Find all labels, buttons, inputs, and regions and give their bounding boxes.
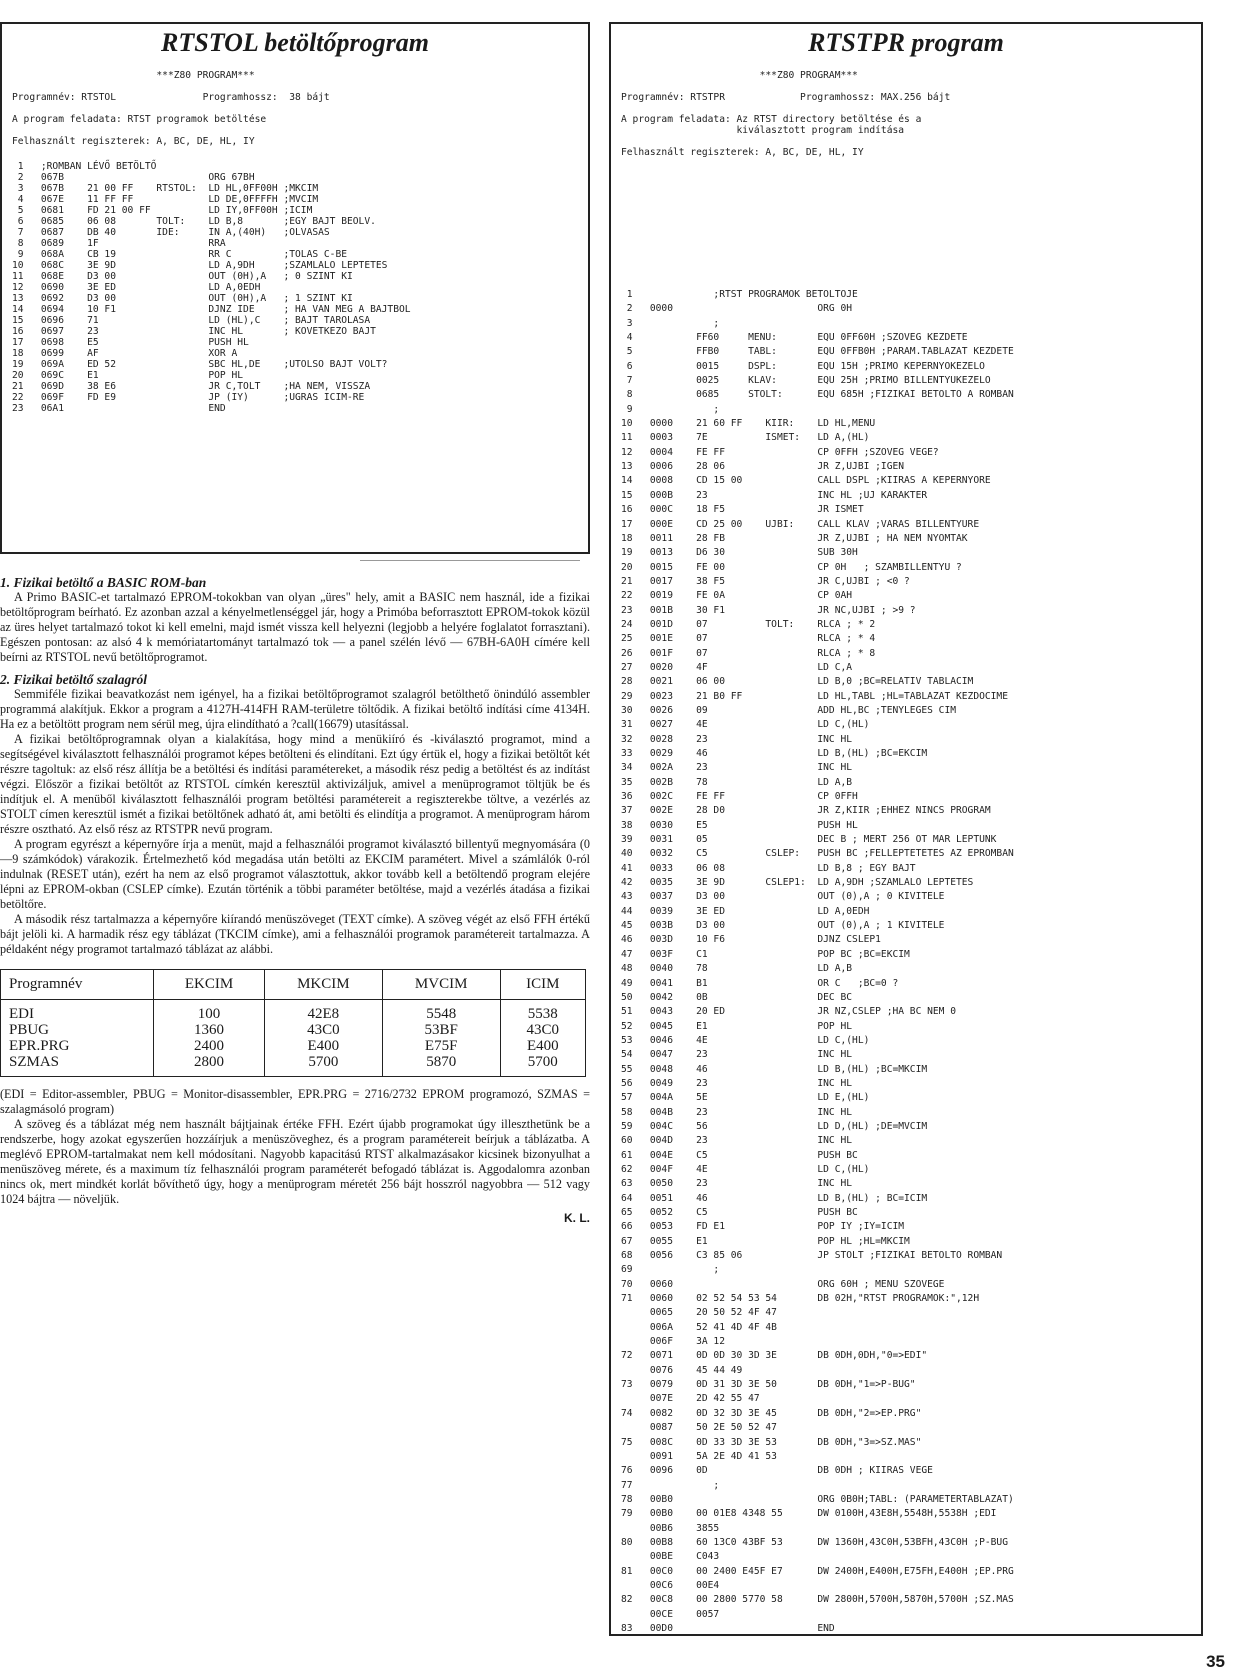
table-row (1, 1054, 586, 1077)
section-1-paragraph: A Primo BASIC-et tartalmazó EPROM-tokokban van olyan „üres" hely, amit a BASIC nem használ, ide a fizikai betöltőprogram beírható. Ez azonban azzal a kényelmetlenséggel jár, hogy a Primóba beforrasztott EPROM-tokok közül az üres helyet tartalmazó tokot ki kell emelni, majd ismét vissza kell helyezni (legjobb a helyére foglalatot forrasztani). Egészen pontosan: az alsó 4 k memóriatartományt tartalmazó tok — a panel szélén lévő — 67BH-6A0H címére kell beírni az RTSTOL nevű betöltőprogramot. (0, 590, 590, 664)
code-line: 6 0015 DSPL: EQU 15H ;PRIMO KEPERNYOKEZELO (621, 360, 985, 372)
code-line: 45 003B D3 00 OUT (0),A ; 1 KIVITELE (621, 920, 945, 932)
table-header: EKCIM (154, 970, 265, 1000)
code-line: 49 0041 B1 OR C ;BC=0 ? (621, 977, 899, 989)
code-line: 19 069A ED 52 SBC HL,DE ;UTOLSO BAJT VOLT? (12, 359, 388, 370)
code-line: 51 0043 20 ED JR NZ,CSLEP ;HA BC NEM 0 (621, 1006, 957, 1018)
header-line (621, 103, 1191, 114)
code-line: 0076 45 44 49 (621, 1364, 743, 1376)
table-cell: 53BF (382, 1022, 500, 1038)
code-line: 64 0051 46 LD B,(HL) ; BC=ICIM (621, 1192, 928, 1204)
code-line: 31 0027 4E LD C,(HL) (621, 719, 870, 731)
code-line: 32 0028 23 INC HL (621, 733, 853, 745)
code-line: 006A 52 41 4D 4F 4B (621, 1321, 777, 1333)
header-line: Programnév: RTSTOL Programhossz: 38 bájt (12, 92, 330, 103)
code-line: 25 001E 07 RLCA ; * 4 (621, 633, 876, 645)
rtstol-code (12, 161, 578, 414)
code-line: 3 067B 21 00 FF RTSTOL: LD HL,0FF00H ;MKCIM (12, 183, 319, 194)
table-cell: EPR.PRG (9, 1038, 70, 1054)
code-line: 55 0048 46 LD B,(HL) ;BC=MKCIM (621, 1063, 928, 1075)
table-header: ICIM (500, 970, 585, 1000)
code-line: 47 003F C1 POP BC ;BC=EKCIM (621, 948, 910, 960)
code-line: 79 00B0 00 01E8 4348 55 DW 0100H,43E8H,5548H,5538H ;EDI (621, 1508, 997, 1520)
code-line: 00B6 3855 (621, 1522, 720, 1534)
header-line: ***Z80 PROGRAM*** (621, 70, 858, 81)
code-line: 8 0689 1F RRA (12, 238, 226, 249)
code-line: 7 0025 KLAV: EQU 25H ;PRIMO BILLENTYUKEZELO (621, 375, 991, 387)
code-line: 4 FF60 MENU: EQU 0FF60H ;SZOVEG KEZDETE (621, 332, 968, 344)
table-cell: E400 (500, 1038, 585, 1054)
code-line: 35 002B 78 LD A,B (621, 776, 853, 788)
table-cell: 43C0 (264, 1022, 382, 1038)
code-line: 77 ; (621, 1479, 720, 1491)
code-line: 76 0096 0D DB 0DH ; KIIRAS VEGE (621, 1465, 933, 1477)
code-line: 11 068E D3 00 OUT (0H),A ; 0 SZINT KI (12, 271, 353, 282)
header-line (12, 103, 578, 114)
code-line: 1 ;ROMBAN LÉVŐ BETÖLTŐ (12, 161, 157, 172)
code-line: 9 ; (621, 403, 720, 415)
code-line: 69 ; (621, 1264, 720, 1276)
table-cell: 5548 (382, 1000, 500, 1023)
table-cell: 2400 (154, 1038, 265, 1054)
section-2-paragraph-4: A második rész tartalmazza a képernyőre kiírandó menüszöveget (TEXT címke). A szöveg végét az első FFH értékű bájt jelöli ki. A harmadik rész egy táblázat (TKCIM címke), ami a felhasználói programok paramétereit tartalmazza. A példaként négy programot tartalmazó táblázat az alábbi. (0, 912, 590, 956)
code-line: 68 0056 C3 85 06 JP STOLT ;FIZIKAI BETOLTO ROMBAN (621, 1250, 1003, 1262)
code-line: 7 0687 DB 40 IDE: IN A,(40H) ;OLVASAS (12, 227, 330, 238)
table-header-row (1, 970, 586, 1000)
table-header: MKCIM (264, 970, 382, 1000)
code-line: 46 003D 10 F6 DJNZ CSLEP1 (621, 934, 881, 946)
table-cell: SZMAS (9, 1054, 60, 1070)
rtstpr-header (621, 70, 1191, 158)
code-line: 27 0020 4F LD C,A (621, 661, 853, 673)
code-line: 60 004D 23 INC HL (621, 1135, 853, 1147)
code-line: 71 0060 02 52 54 53 54 DB 02H,"RTST PROGRAMOK:",12H (621, 1293, 980, 1305)
separator-rule (360, 560, 580, 561)
code-line: 80 00B8 60 13C0 43BF 53 DW 1360H,43C0H,53BFH,43C0H ;P-BUG (621, 1536, 1008, 1548)
code-line: 11 0003 7E ISMET: LD A,(HL) (621, 432, 870, 444)
table-cell: 5538 (500, 1000, 585, 1023)
program-table (0, 969, 586, 1077)
code-line: 65 0052 C5 PUSH BC (621, 1207, 858, 1218)
header-line: kiválasztott program indítása (621, 125, 905, 136)
code-line: 16 0697 23 INC HL ; KOVETKEZO BAJT (12, 326, 376, 337)
code-line: 54 0047 23 INC HL (621, 1049, 853, 1061)
code-line: 57 004A 5E LD E,(HL) (621, 1092, 870, 1104)
code-line: 21 0017 38 F5 JR C,UJBI ; <0 ? (621, 575, 910, 587)
code-line: 10 068C 3E 9D LD A,9DH ;SZAMLALO LEPTETES (12, 260, 388, 271)
code-line: 70 0060 ORG 60H ; MENU SZOVEGE (621, 1278, 945, 1290)
code-line: 0065 20 50 52 4F 47 (621, 1307, 777, 1319)
code-line: 0091 5A 2E 4D 41 53 (621, 1450, 777, 1462)
header-line (12, 125, 578, 136)
table-row (1, 1000, 586, 1023)
code-line: 16 000C 18 F5 JR ISMET (621, 504, 864, 516)
code-line: 53 0046 4E LD C,(HL) (621, 1034, 870, 1046)
table-cell: 100 (154, 1000, 265, 1023)
code-line: 20 069C E1 POP HL (12, 370, 244, 381)
code-line: 67 0055 E1 POP HL ;HL=MKCIM (621, 1235, 910, 1247)
rtstpr-code (621, 288, 1191, 1636)
code-line: 00CE 0057 (621, 1608, 720, 1620)
header-line (621, 136, 1191, 147)
code-line: 48 0040 78 LD A,B (621, 963, 853, 975)
code-line: 56 0049 23 INC HL (621, 1077, 853, 1089)
code-line: 26 001F 07 RLCA ; * 8 (621, 647, 876, 659)
code-line: 21 069D 38 E6 JR C,TOLT ;HA NEM, VISSZA (12, 381, 371, 392)
page-number: 35 (1206, 1652, 1225, 1671)
code-line: 75 008C 0D 33 3D 3E 53 DB 0DH,"3=>SZ.MAS" (621, 1436, 922, 1448)
code-line: 5 FFB0 TABL: EQU 0FFB0H ;PARAM.TABLAZAT KEZDETE (621, 346, 1014, 358)
code-line: 28 0021 06 00 LD B,0 ;BC=RELATIV TABLACIM (621, 676, 974, 688)
code-line: 0087 50 2E 50 52 47 (621, 1422, 777, 1434)
code-line: 14 0694 10 F1 DJNZ IDE ; HA VAN MEG A BAJTBOL (12, 304, 411, 315)
code-line: 38 0030 E5 PUSH HL (621, 819, 858, 831)
section-1-title: 1. Fizikai betöltő a BASIC ROM-ban (0, 575, 207, 590)
table-cell: EDI (9, 1006, 34, 1022)
article-column (0, 568, 590, 1226)
section-2-title: 2. Fizikai betöltő szalagról (0, 672, 148, 687)
code-line: 5 0681 FD 21 00 FF LD IY,0FF00H ;ICIM (12, 205, 313, 216)
code-line: 12 0004 FE FF CP 0FFH ;SZOVEG VEGE? (621, 446, 939, 458)
code-line: 17 000E CD 25 00 UJBI: CALL KLAV ;VARAS BILLENTYURE (621, 518, 980, 530)
header-line: ***Z80 PROGRAM*** (12, 70, 255, 81)
code-line: 61 004E C5 PUSH BC (621, 1149, 858, 1161)
code-line: 73 0079 0D 31 3D 3E 50 DB 0DH,"1=>P-BUG" (621, 1379, 916, 1391)
code-line: 74 0082 0D 32 3D 3E 45 DB 0DH,"2=>EP.PRG" (621, 1407, 922, 1419)
header-line: Programnév: RTSTPR Programhossz: MAX.256 bájt (621, 92, 951, 103)
code-line: 1 ;RTST PROGRAMOK BETOLTOJE (621, 289, 858, 300)
code-line: 13 0006 28 06 JR Z,UJBI ;IGEN (621, 461, 905, 473)
table-row (1, 1022, 586, 1038)
table-cell: PBUG (9, 1022, 50, 1038)
table-header: MVCIM (382, 970, 500, 1000)
code-line: 22 069F FD E9 JP (IY) ;UGRAS ICIM-RE (12, 392, 365, 403)
code-line: 39 0031 05 DEC B ; MERT 256 OT MAR LEPTUNK (621, 834, 997, 846)
code-line: 36 002C FE FF CP 0FFH (621, 791, 858, 803)
header-line: A program feladata: RTST programok betöltése (12, 114, 267, 125)
table-cell: E400 (264, 1038, 382, 1054)
header-line: A program feladata: Az RTST directory betöltése és a (621, 114, 922, 125)
code-line: 2 0000 ORG 0H (621, 303, 853, 315)
code-line: 3 ; (621, 317, 720, 329)
code-line: 72 0071 0D 0D 30 3D 3E DB 0DH,0DH,"0=>EDI" (621, 1350, 928, 1362)
code-line: 62 004F 4E LD C,(HL) (621, 1163, 870, 1175)
header-line (621, 81, 1191, 92)
author-signature: K. L. (564, 1211, 590, 1225)
code-line: 15 000B 23 INC HL ;UJ KARAKTER (621, 489, 928, 501)
code-line: 34 002A 23 INC HL (621, 762, 853, 774)
code-line: 10 0000 21 60 FF KIIR: LD HL,MENU (621, 418, 876, 430)
code-line: 006F 3A 12 (621, 1336, 725, 1348)
code-line: 007E 2D 42 55 47 (621, 1393, 760, 1405)
code-line: 6 0685 06 08 TOLT: LD B,8 ;EGY BAJT BEOLV. (12, 216, 376, 227)
table-header: Programnév (1, 970, 154, 1000)
code-line: 58 004B 23 INC HL (621, 1106, 853, 1118)
code-line: 00C6 00E4 (621, 1579, 720, 1591)
code-line: 78 00B0 ORG 0B0H;TABL: (PARAMETERTABLAZAT) (621, 1493, 1014, 1505)
header-line (12, 81, 578, 92)
code-line: 83 00D0 END (621, 1622, 835, 1634)
code-line: 44 0039 3E ED LD A,0EDH (621, 905, 870, 917)
code-line: 18 0699 AF XOR A (12, 348, 238, 359)
code-line: 52 0045 E1 POP HL (621, 1020, 853, 1032)
section-2-paragraph-2: A fizikai betöltőprogramnak olyan a kialakítása, hogy mind a menükiíró és -kiválasztó programot, mind a segítségével kiválasztott felhasználói programot képes betölteni és elindítani. Ezt úgy értük el, hogy a fizikai betöltőt két részre tagoltuk: az első rész állítja be a betöltési és indítási paramétereket, a második rész pedig a betöltést és az indítást végzi. Először a fizikai betöltőt az RTSTOL címkén keresztül aktivizáljuk, amivel a menüprogramot töltjük be és indítjuk el. A menüből kiválasztott felhasználói program betöltési paramétereit a regiszterekbe töltve, a vezérlés az STOLT címen keresztül ismét a fizikai betöltőnek adható át, ami betölti és elindítja a programot. A menüprogram három részre osztható. Az első rész az RTSTPR nevű program. (0, 732, 590, 836)
code-line: 23 06A1 END (12, 403, 226, 414)
code-line: 23 001B 30 F1 JR NC,UJBI ; >9 ? (621, 604, 916, 616)
code-line: 9 068A CB 19 RR C ;TOLAS C-BE (12, 249, 348, 260)
section-2-paragraph-1: Semmiféle fizikai beavatkozást nem igényel, ha a fizikai betöltőprogramot szalagról betölthető önindúló assembler programmá alakítjuk. Ekkor a program a 4127H-414FH RAM-területre töltődik. A fizikai betöltő indítási címe 4134H. Ha ez a betöltött program nem sérül meg, újra elindítható a ?call(16679) utasítással. (0, 687, 590, 731)
code-line: 41 0033 06 08 LD B,8 ; EGY BAJT (621, 862, 916, 874)
code-line: 66 0053 FD E1 POP IY ;IY=ICIM (621, 1221, 905, 1233)
section-2-paragraph-3: A program egyrészt a képernyőre írja a menüt, majd a felhasználói programot kiválasztó billentyű megnyomására (0—9 számkódok) várakozik. Értelmezhető kód megadása után betölti az EKCIM paramétert. Mivel a számlálók 0-ról indulnak (RESET után), ezért ha nem az első programot választottuk, akkor tovább kell a betöltendő program elejére lépni az EPROM-okban (CSLEP címke). Ezután történik a többi paraméter betöltése, majd a vezérlés átadása a fizikai betöltőre. (0, 837, 590, 911)
code-line: 59 004C 56 LD D,(HL) ;DE=MVCIM (621, 1120, 928, 1132)
code-line: 29 0023 21 B0 FF LD HL,TABL ;HL=TABLAZAT KEZDOCIME (621, 690, 1008, 702)
rtstpr-listing-box (609, 22, 1203, 1636)
code-line: 22 0019 FE 0A CP 0AH (621, 590, 853, 602)
table-cell: 5870 (382, 1054, 500, 1077)
table-cell: E75F (382, 1038, 500, 1054)
code-line: 8 0685 STOLT: EQU 685H ;FIZIKAI BETOLTO A ROMBAN (621, 389, 1014, 401)
code-line: 14 0008 CD 15 00 CALL DSPL ;KIIRAS A KEPERNYORE (621, 475, 991, 487)
code-line: 17 0698 E5 PUSH HL (12, 337, 249, 348)
rtstol-listing-box (0, 22, 590, 554)
code-line: 2 067B ORG 67BH (12, 172, 255, 183)
code-line: 24 001D 07 TOLT: RLCA ; * 2 (621, 618, 876, 630)
table-cell: 5700 (500, 1054, 585, 1077)
code-line: 37 002E 28 D0 JR Z,KIIR ;EHHEZ NINCS PROGRAM (621, 805, 991, 817)
code-line: 42 0035 3E 9D CSLEP1: LD A,9DH ;SZAMLALO LEPTETES (621, 877, 974, 889)
section-2-paragraph-5: A szöveg és a táblázat még nem használt bájtjainak értéke FFH. Ezért újabb programokat úgy illeszthetünk be a rendszerbe, hogy azokat egyszerűen hozzáírjuk a menüszöveghez, és a program paramétereit beírjuk a táblázatba. A meglévő EPROM-tartalmakat nem kell módosítani. Nagyobb kapacitású RTST alkalmazásakor kicsinek bizonyulhat a menüszöveg mérete, és a maximum tíz felhasználói program paraméterét befogadó táblázat is. Aggodalomra azonban nincs ok, mert mindkét korlát bővíthető úgy, hogy a menüprogram méretét 256 bájt hosszról nagyobbra — 512 vagy 1024 bájtra — növeljük. (0, 1117, 590, 1206)
code-line: 43 0037 D3 00 OUT (0),A ; 0 KIVITELE (621, 891, 945, 903)
table-cell: 43C0 (500, 1022, 585, 1038)
code-line: 20 0015 FE 00 CP 0H ; SZAMBILLENTYU ? (621, 561, 962, 573)
code-line: 00BE C043 (621, 1551, 720, 1563)
header-line: Felhasznált regiszterek: A, BC, DE, HL, IY (621, 147, 864, 158)
code-line: 18 0011 28 FB JR Z,UJBI ; HA NEM NYOMTAK (621, 532, 968, 544)
code-line: 63 0050 23 INC HL (621, 1178, 853, 1190)
table-row (1, 1038, 586, 1054)
table-legend: (EDI = Editor-assembler, PBUG = Monitor-disassembler, EPR.PRG = 2716/2732 EPROM programozó, SZMAS = szalagmásoló program) (0, 1087, 590, 1116)
code-line: 82 00C8 00 2800 5770 58 DW 2800H,5700H,5870H,5700H ;SZ.MAS (621, 1594, 1014, 1606)
code-line: 40 0032 C5 CSLEP: PUSH BC ;FELLEPTETETES AZ EPROMBAN (621, 848, 1014, 860)
header-line: Felhasznált regiszterek: A, BC, DE, HL, IY (12, 136, 255, 147)
rtstol-title: RTSTOL betöltőprogram (161, 28, 429, 57)
code-line: 50 0042 0B DEC BC (621, 991, 853, 1003)
code-line: 12 0690 3E ED LD A,0EDH (12, 282, 261, 293)
rtstol-header (12, 70, 578, 147)
code-line: 81 00C0 00 2400 E45F E7 DW 2400H,E400H,E75FH,E400H ;EP.PRG (621, 1565, 1014, 1577)
table-cell: 1360 (154, 1022, 265, 1038)
table-cell: 5700 (264, 1054, 382, 1077)
table-cell: 42E8 (264, 1000, 382, 1023)
rtstpr-title: RTSTPR program (808, 28, 1004, 57)
code-line: 33 0029 46 LD B,(HL) ;BC=EKCIM (621, 748, 928, 759)
code-line: 19 0013 D6 30 SUB 30H (621, 547, 858, 559)
code-line: 30 0026 09 ADD HL,BC ;TENYLEGES CIM (621, 704, 957, 716)
code-line: 13 0692 D3 00 OUT (0H),A ; 1 SZINT KI (12, 293, 353, 304)
code-line: 4 067E 11 FF FF LD DE,0FFFFH ;MVCIM (12, 194, 319, 205)
table-cell: 2800 (154, 1054, 265, 1077)
code-line: 15 0696 71 LD (HL),C ; BAJT TAROLASA (12, 315, 371, 326)
